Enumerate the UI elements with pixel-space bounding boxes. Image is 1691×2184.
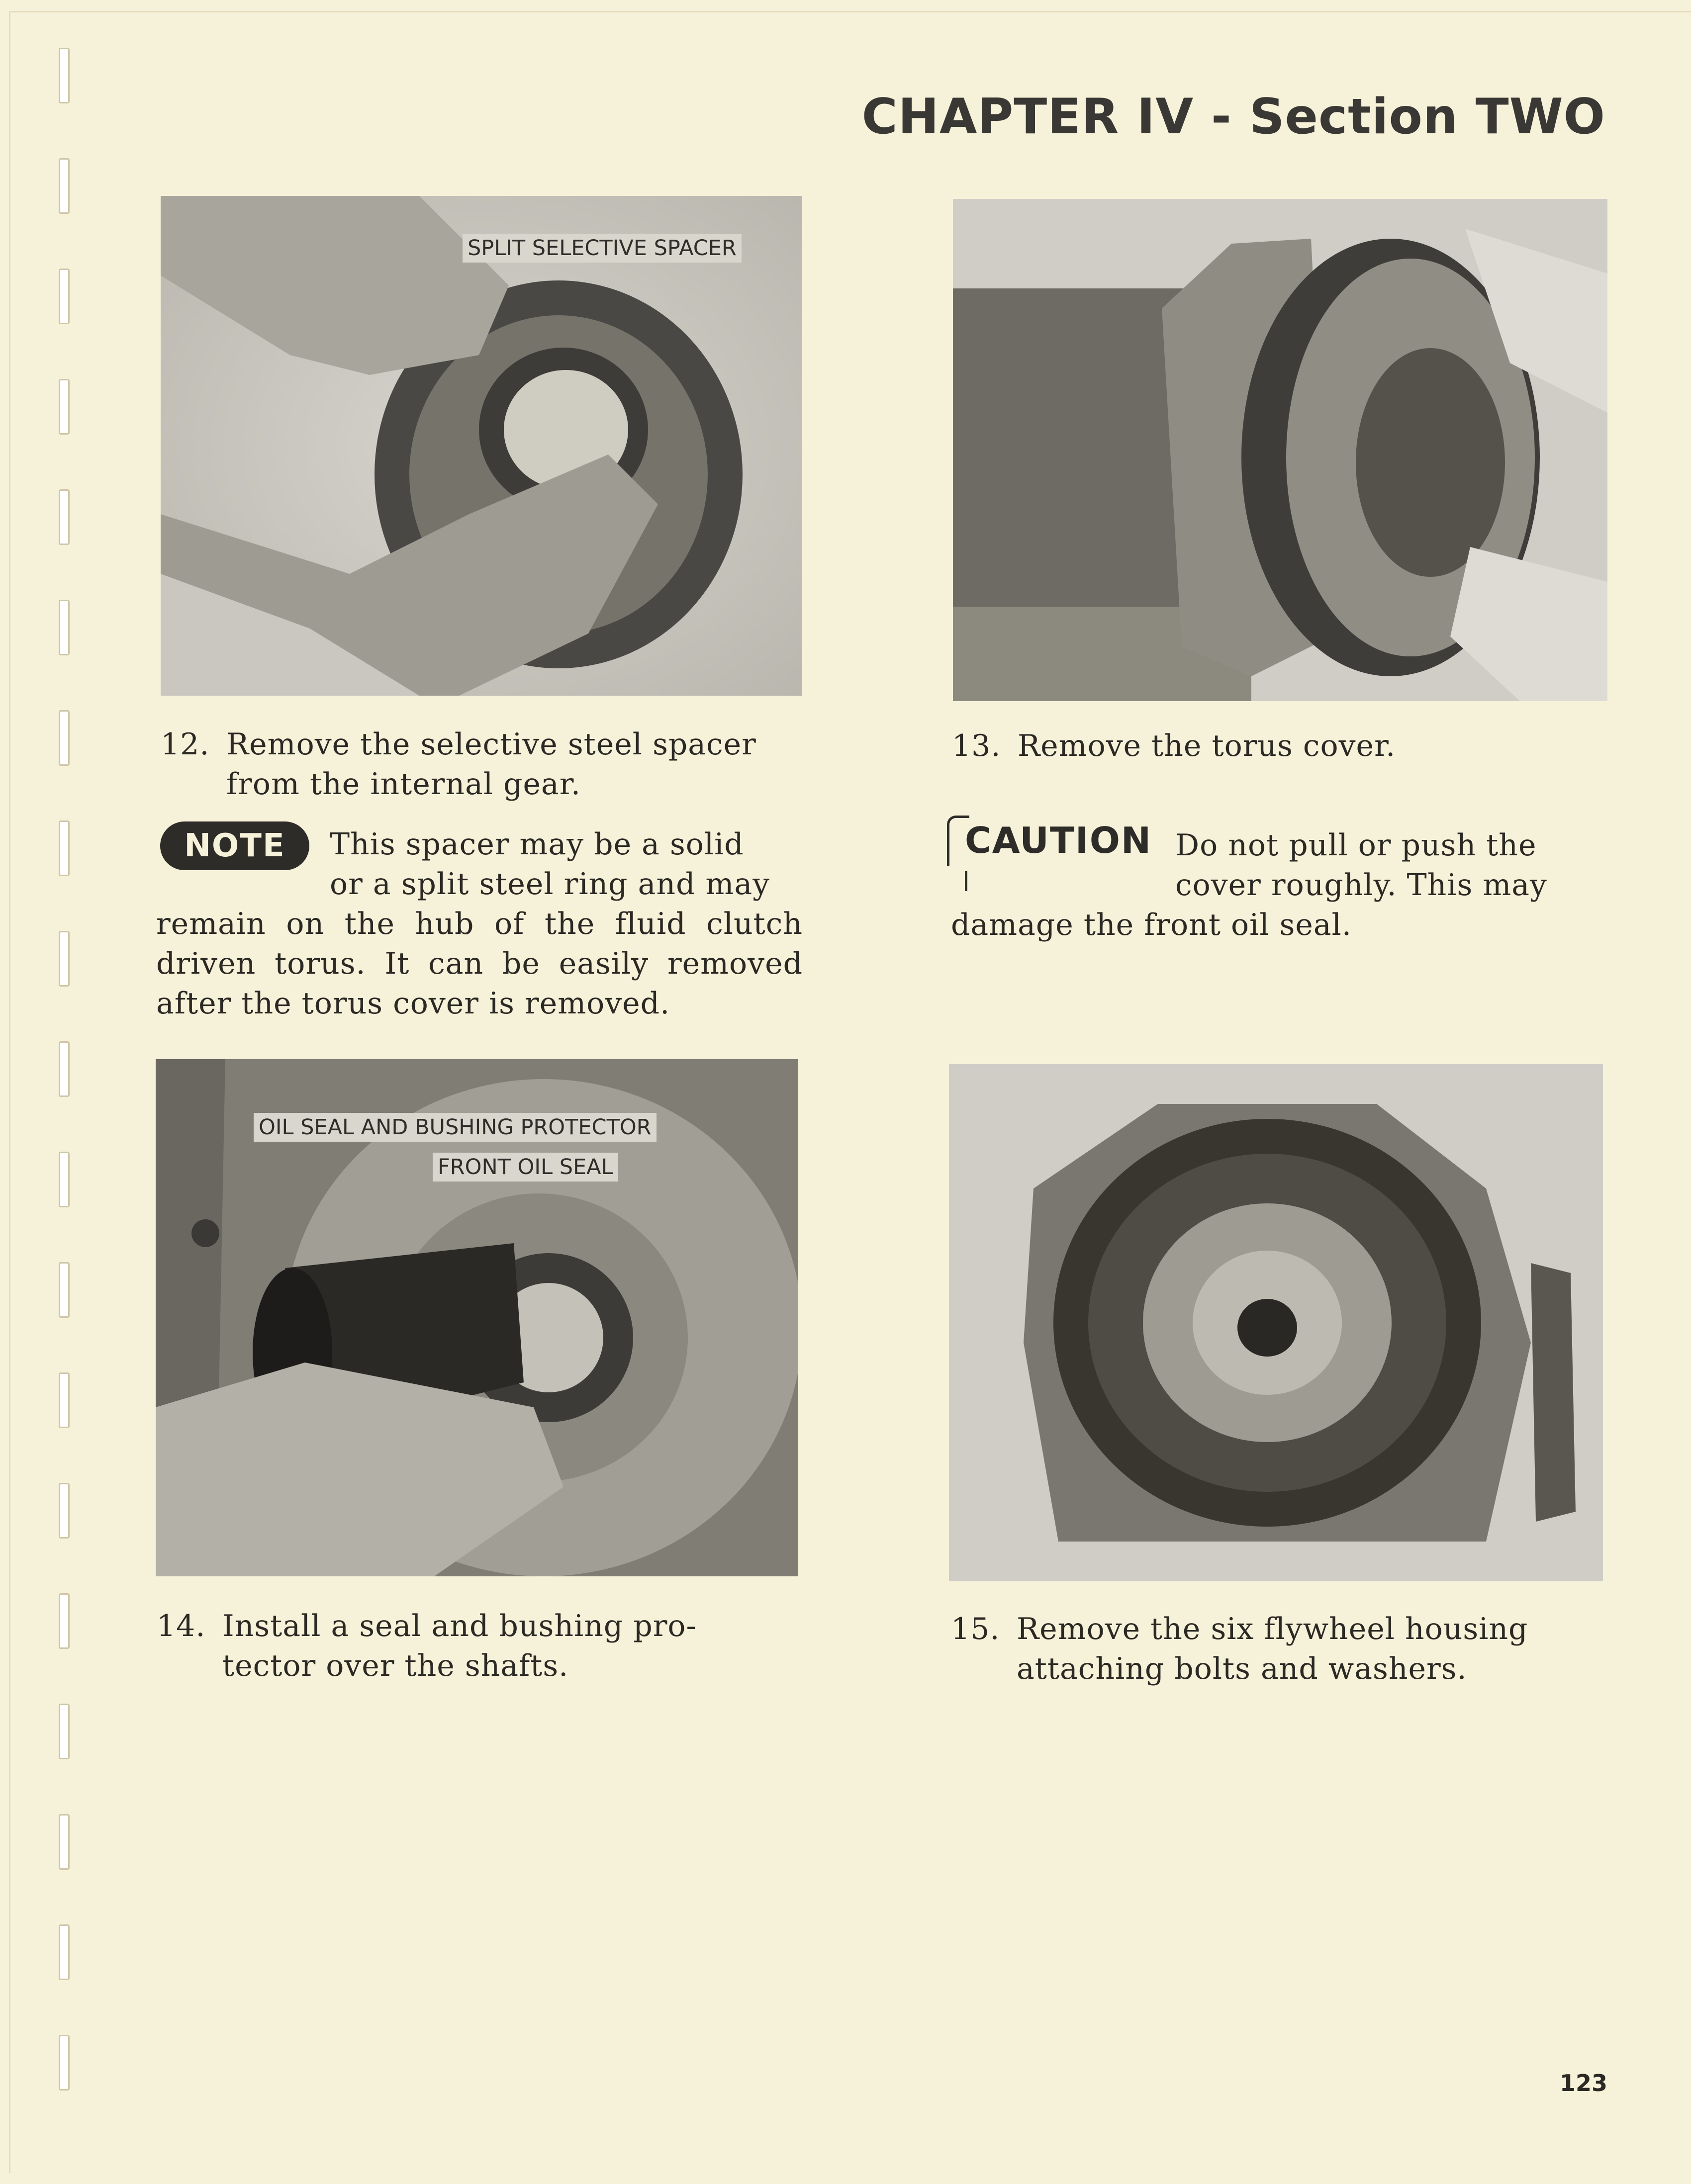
- binder-hole: [59, 2035, 70, 2091]
- photo-flywheel-housing: [949, 1064, 1603, 1581]
- note-line: This spacer may be a solid: [330, 827, 744, 862]
- caution-word: CAUTION: [965, 819, 1152, 861]
- binder-hole: [59, 710, 70, 766]
- binder-hole: [59, 1041, 70, 1097]
- step-text: attaching bolts and washers.: [1017, 1651, 1467, 1686]
- caution-text: [1175, 825, 1608, 905]
- step-number: 13.: [952, 728, 1001, 763]
- step-number: 14.: [157, 1609, 206, 1643]
- binder-hole: [59, 158, 70, 214]
- binder-hole: [59, 489, 70, 545]
- step-text: Remove the selective steel spacer: [226, 727, 756, 762]
- photo-split-selective-spacer: [161, 196, 802, 696]
- step-text: Remove the six flywheel housing: [1017, 1612, 1528, 1646]
- binder-hole: [59, 1704, 70, 1759]
- step-text: Install a seal and bushing pro-: [222, 1609, 697, 1643]
- callout-front-oil-seal: FRONT OIL SEAL: [433, 1153, 618, 1182]
- step-text: tector over the shafts.: [222, 1648, 569, 1683]
- note-badge: NOTE: [160, 821, 309, 870]
- step-13: [952, 726, 1608, 766]
- photo-torus-cover: [953, 199, 1607, 701]
- binder-hole: [59, 931, 70, 987]
- step-text: Remove the torus cover.: [1018, 728, 1396, 763]
- binder-hole: [59, 48, 70, 103]
- binder-hole: [59, 1262, 70, 1318]
- binder-hole: [59, 820, 70, 876]
- step-15: [951, 1609, 1607, 1689]
- binder-hole: [59, 1372, 70, 1428]
- chapter-header: CHAPTER IV - Section TWO: [861, 89, 1605, 145]
- note-text: [330, 824, 802, 904]
- step-12: [161, 725, 802, 804]
- binder-hole: [59, 1924, 70, 1980]
- binder-hole: [59, 269, 70, 324]
- binder-hole: [59, 379, 70, 435]
- step-number: 12.: [161, 727, 210, 762]
- step-text: from the internal gear.: [226, 767, 581, 802]
- callout-split-selective-spacer: SPLIT SELECTIVE SPACER: [463, 234, 742, 263]
- note-line: or a split steel ring and may: [330, 867, 770, 902]
- caution-text-continued: damage the front oil seal.: [951, 908, 1352, 942]
- step-14: [157, 1606, 798, 1686]
- binder-hole: [59, 1152, 70, 1207]
- note-text-continued: remain on the hub of the fluid clutch driven torus. It can be easily removed after the torus cover is removed.: [156, 907, 803, 1021]
- page-number: 123: [1559, 2070, 1607, 2096]
- binder-hole: [59, 1483, 70, 1539]
- caution-badge: [950, 819, 1152, 861]
- binder-hole: [59, 600, 70, 655]
- step-number: 15.: [951, 1612, 1000, 1646]
- caution-post-icon: [965, 871, 967, 891]
- binder-hole: [59, 1593, 70, 1649]
- callout-oil-seal-bushing-protector: OIL SEAL AND BUSHING PROTECTOR: [254, 1113, 657, 1142]
- caution-line: cover roughly. This may: [1175, 868, 1547, 903]
- binder-hole: [59, 1814, 70, 1870]
- caution-line: Do not pull or push the: [1175, 828, 1537, 863]
